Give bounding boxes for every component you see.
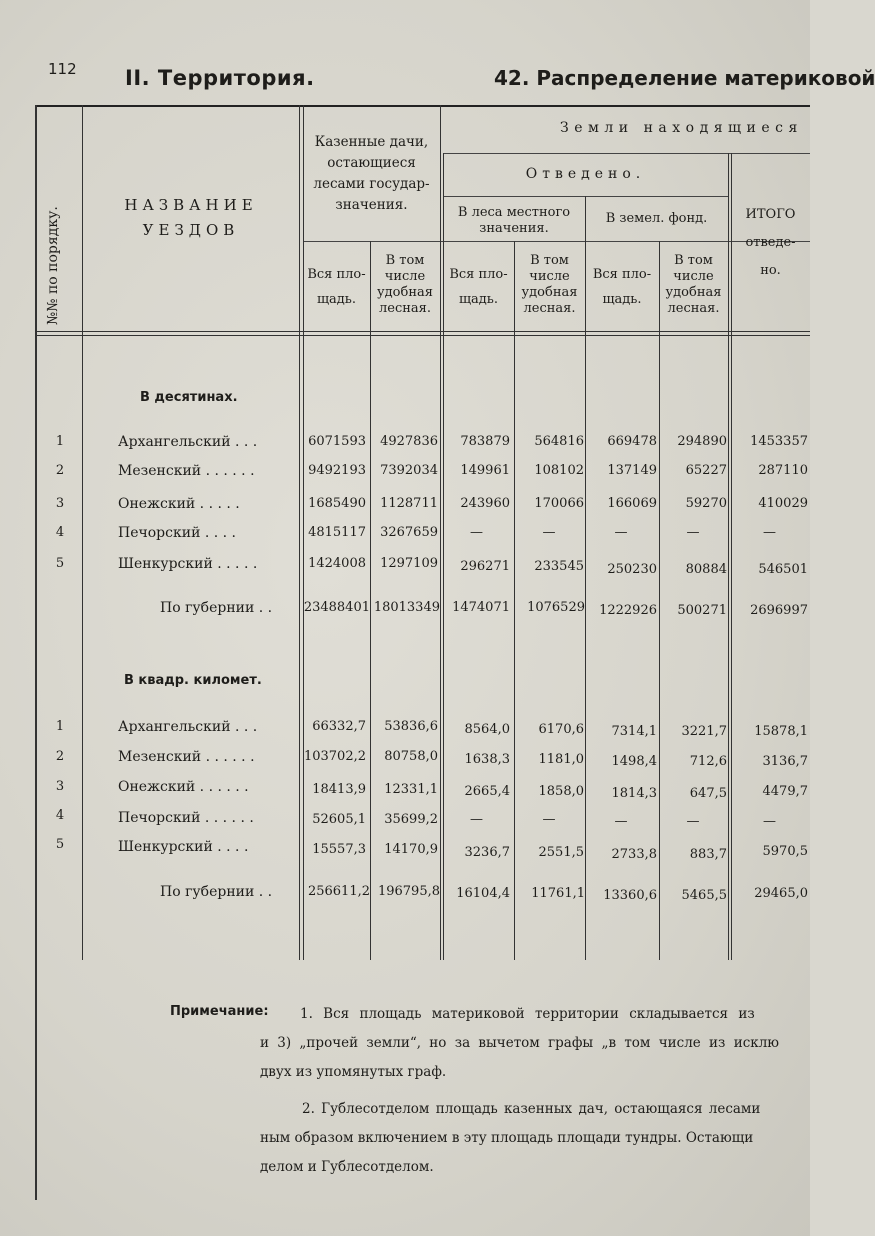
total-row <box>0 600 810 622</box>
row-number: 5 <box>55 837 65 852</box>
mest-vtom-header: В том числе удобная лесная. <box>521 253 578 316</box>
itogo-value: 4479,7 <box>762 784 808 799</box>
kaz-total: 1685490 <box>308 496 366 511</box>
page-number: 112 <box>48 60 77 78</box>
kaz-forest: 35699,2 <box>384 812 438 827</box>
row-number: 1 <box>55 434 65 449</box>
kaz-forest: 7392034 <box>380 463 438 478</box>
mest-forest: 170066 <box>534 496 584 511</box>
note-p2-line2: ным образом включением в эту площадь площади тундры. Остающи <box>260 1130 754 1146</box>
mest-forest: — <box>542 525 556 540</box>
zem-total: 669478 <box>607 434 657 449</box>
mest-total: — <box>470 525 483 540</box>
zem-forest: 712,6 <box>689 754 727 769</box>
mest-total: 1638,3 <box>464 752 510 767</box>
uezd-name: Шенкурский . . . . <box>118 839 249 855</box>
mest-forest: 1076529 <box>527 600 585 615</box>
mest-total: 149961 <box>460 463 510 478</box>
kaz-total: 103702,2 <box>303 749 366 764</box>
note-p1-line3: двух из упомянутых граф. <box>260 1064 447 1080</box>
table-title: 42. Распределение материковой <box>494 66 875 90</box>
zem-forest: 500271 <box>677 603 727 618</box>
note-p1-line2: и 3) „прочей земли“, но за вычетом графы „в том числе из исклю <box>260 1035 780 1051</box>
kazennye-header: Казенные дачи, остающиеся лесами государ- значения. <box>313 134 430 213</box>
uezd-name: Мезенский . . . . . . <box>118 463 255 479</box>
kaz-total: 9492193 <box>308 463 366 478</box>
note-p2-line1: 2. Гублесотделом площадь казенных дач, остающаяся лесами <box>302 1101 761 1117</box>
note-p1-line1: 1. Вся площадь материковой территории складывается из <box>300 1006 755 1022</box>
col-no-header: №№ по порядку. <box>45 206 61 325</box>
mest-total: 243960 <box>460 496 510 511</box>
zemli-header: Земли находящиеся <box>560 120 803 136</box>
zem-forest: 647,5 <box>689 786 727 801</box>
table-row <box>0 749 810 771</box>
kaz-total: 1424008 <box>308 556 366 571</box>
zem-total: 1498,4 <box>611 754 657 769</box>
kaz-total: 23488401 <box>303 600 370 615</box>
kaz-forest: 3267659 <box>380 525 438 540</box>
total-label: По губернии . . <box>160 600 273 616</box>
row-number: 3 <box>55 496 65 511</box>
mest-forest: 1181,0 <box>538 752 584 767</box>
table-row <box>0 779 810 801</box>
mest-forest: 6170,6 <box>538 722 584 737</box>
uezd-name: Шенкурский . . . . . <box>118 556 258 572</box>
zem-forest: 80884 <box>685 562 727 577</box>
table-row <box>0 719 810 741</box>
itogo-value: 287110 <box>758 463 808 478</box>
table-row <box>0 808 810 830</box>
itogo-value: 2696997 <box>750 603 808 618</box>
uezd-name: Онежский . . . . . . <box>118 779 249 795</box>
mest-total: 1474071 <box>452 600 510 615</box>
zem-forest: — <box>686 525 700 540</box>
mest-forest: 2551,5 <box>538 845 584 860</box>
row-number: 3 <box>55 779 65 794</box>
mest-forest: — <box>542 812 556 827</box>
zem-total: 7314,1 <box>611 724 657 739</box>
mest-vsya-header: Вся пло- щадь. <box>449 267 508 307</box>
uezd-name: Онежский . . . . . <box>118 496 240 512</box>
zem-total: 13360,6 <box>603 888 657 903</box>
zem-vtom-header: В том числе удобная лесная. <box>665 253 722 316</box>
zem-total: 250230 <box>607 562 657 577</box>
kaz-total: 18413,9 <box>312 782 366 797</box>
uezd-name: Мезенский . . . . . . <box>118 749 255 765</box>
table-row <box>0 837 810 862</box>
zem-total: 166069 <box>607 496 657 511</box>
zem-forest: 65227 <box>685 463 727 478</box>
zem-forest: 59270 <box>685 496 727 511</box>
itogo-value: 1453357 <box>750 434 808 449</box>
uezd-name: Архангельский . . . <box>118 434 258 450</box>
kaz-total: 15557,3 <box>312 842 366 857</box>
itogo-value: 29465,0 <box>754 886 808 901</box>
mest-total: 3236,7 <box>464 845 510 860</box>
otvedeno-header: Отведено. <box>525 166 646 182</box>
uezd-name: Печорский . . . . . . <box>118 810 254 826</box>
kaz-forest: 12331,1 <box>384 782 438 797</box>
kaz-total: 256611,2 <box>307 884 370 899</box>
zem-forest: 5465,5 <box>681 888 727 903</box>
kaz-forest: 196795,8 <box>377 884 440 899</box>
kaz-forest: 14170,9 <box>384 842 438 857</box>
mest-total: 16104,4 <box>456 886 510 901</box>
kaz-total: 6071593 <box>308 434 366 449</box>
uezd-name: Архангельский . . . <box>118 719 258 735</box>
row-number: 5 <box>55 556 65 571</box>
mest-total: 783879 <box>460 434 510 449</box>
kaz-forest: 4927836 <box>380 434 438 449</box>
note-label: Примечание: <box>170 1004 269 1019</box>
table-row <box>0 525 810 547</box>
kaz-vtom-header: В том числе удобная лесная. <box>377 253 433 316</box>
mest-total: 2665,4 <box>464 784 510 799</box>
mest-forest: 233545 <box>534 559 584 574</box>
section-title-kvadr-km: В квадр. километ. <box>124 673 262 688</box>
zem-total: — <box>614 814 628 829</box>
itogo-header: ИТОГО отведе- но. <box>745 207 796 278</box>
col-name-header: НАЗВАНИЕ УЕЗДОВ <box>124 196 258 239</box>
table-row <box>0 556 810 578</box>
mest-total: 296271 <box>460 559 510 574</box>
table-row <box>0 496 810 518</box>
itogo-value: 410029 <box>758 496 808 511</box>
zem-forest: 3221,7 <box>681 724 727 739</box>
uezd-name: Печорский . . . . <box>118 525 236 541</box>
itogo-value: — <box>763 525 776 540</box>
total-label: По губернии . . <box>160 884 273 900</box>
kaz-total: 66332,7 <box>312 719 366 734</box>
mest-forest: 11761,1 <box>531 886 585 901</box>
itogo-value: — <box>763 814 776 829</box>
mest-total: 8564,0 <box>464 722 510 737</box>
kaz-forest: 1128711 <box>380 496 438 511</box>
row-number: 4 <box>55 808 65 823</box>
kaz-total: 4815117 <box>308 525 366 540</box>
total-row <box>0 884 810 906</box>
row-number: 2 <box>55 749 65 764</box>
zem-forest: — <box>686 814 700 829</box>
itogo-value: 5970,5 <box>762 844 808 859</box>
kaz-vsya-header: Вся пло- щадь. <box>307 267 366 307</box>
zemel-fond-header: В земел. фонд. <box>605 211 708 226</box>
itogo-value: 15878,1 <box>754 724 808 739</box>
kaz-forest: 80758,0 <box>384 749 438 764</box>
section-title: II. Территория. <box>125 66 315 90</box>
kaz-forest: 53836,6 <box>384 719 438 734</box>
mestnogo-header: В леса местного значения. <box>457 205 571 237</box>
mest-forest: 108102 <box>534 463 584 478</box>
note-p2-line3: делом и Гублесотделом. <box>260 1159 434 1175</box>
row-number: 2 <box>55 463 65 478</box>
zem-total: 1814,3 <box>611 786 657 801</box>
table-row <box>0 434 810 456</box>
zem-forest: 294890 <box>677 434 727 449</box>
row-number: 1 <box>55 719 65 734</box>
itogo-value: 3136,7 <box>762 754 808 769</box>
kaz-total: 52605,1 <box>312 812 366 827</box>
mest-forest: 564816 <box>534 434 584 449</box>
zem-total: 137149 <box>607 463 657 478</box>
zem-total: — <box>614 525 628 540</box>
zem-total: 1222926 <box>599 603 657 618</box>
zem-vsya-header: Вся пло- щадь. <box>592 267 652 307</box>
kaz-forest: 18013349 <box>373 600 440 615</box>
section-title-desyatiny: В десятинах. <box>140 390 238 405</box>
table-row <box>0 463 810 485</box>
mest-forest: 1858,0 <box>538 784 584 799</box>
zem-forest: 883,7 <box>689 847 727 862</box>
zem-total: 2733,8 <box>611 847 657 862</box>
row-number: 4 <box>55 525 65 540</box>
itogo-value: 546501 <box>758 562 808 577</box>
mest-total: — <box>470 812 483 827</box>
kaz-forest: 1297109 <box>380 556 438 571</box>
